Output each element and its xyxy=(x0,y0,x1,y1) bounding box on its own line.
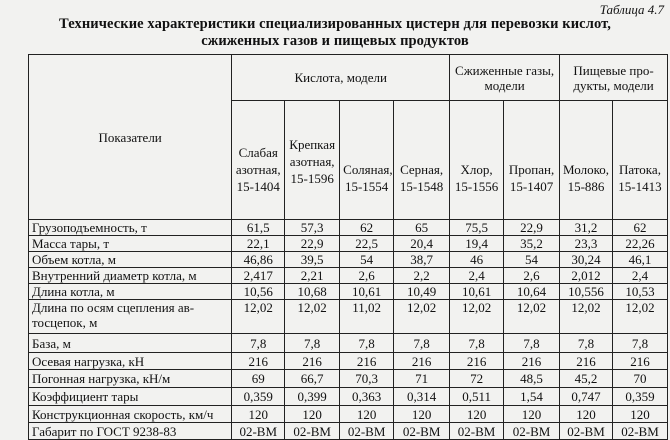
model-line: 15-1596 xyxy=(290,171,334,186)
table-cell: 10,61 xyxy=(340,284,394,300)
model-line: азотная, xyxy=(235,162,281,177)
table-cell: 75,5 xyxy=(450,220,504,236)
table-cell: 2,4 xyxy=(450,268,504,284)
table-cell: 72 xyxy=(450,370,504,388)
table-cell: 0,511 xyxy=(450,388,504,406)
table-cell: 12,02 xyxy=(560,300,613,334)
characteristics-table xyxy=(28,54,668,440)
model-line: 15-1407 xyxy=(509,179,554,194)
table-cell: 7,8 xyxy=(232,334,285,353)
table-cell: 216 xyxy=(612,353,667,370)
table-row xyxy=(29,268,668,284)
row-label: Габарит по ГОСТ 9238-83 xyxy=(29,423,232,440)
table-cell: 0,359 xyxy=(612,388,667,406)
row-label-line: тосцепок, м xyxy=(32,315,98,330)
model-line: Слабая xyxy=(238,145,278,160)
table-cell: 12,02 xyxy=(450,300,504,334)
model-line: Молоко, xyxy=(563,162,610,177)
table-cell: 2,21 xyxy=(285,268,340,284)
table-cell: 120 xyxy=(394,406,450,423)
group-header-line: дукты, модели xyxy=(573,77,654,93)
table-cell: 22,9 xyxy=(504,220,560,236)
table-cell: 10,56 xyxy=(232,284,285,300)
table-cell: 66,7 xyxy=(285,370,340,388)
table-cell: 2,012 xyxy=(560,268,613,284)
table-cell: 19,4 xyxy=(450,236,504,252)
table-row xyxy=(29,236,668,252)
table-cell: 216 xyxy=(394,353,450,370)
table-cell: 10,64 xyxy=(504,284,560,300)
row-label: Внутренний диаметр котла, м xyxy=(29,268,232,284)
model-line: 15-886 xyxy=(567,179,605,194)
model-header xyxy=(450,101,504,220)
table-cell: 22,26 xyxy=(612,236,667,252)
table-cell: 39,5 xyxy=(285,252,340,268)
table-cell: 48,5 xyxy=(504,370,560,388)
table-cell: 22,9 xyxy=(285,236,340,252)
model-line: Крепкая xyxy=(289,137,336,152)
table-cell: 12,02 xyxy=(504,300,560,334)
table-cell: 12,02 xyxy=(232,300,285,334)
table-cell: 120 xyxy=(285,406,340,423)
table-cell: 0,747 xyxy=(560,388,613,406)
table-cell: 10,53 xyxy=(612,284,667,300)
model-line: Серная, xyxy=(400,162,444,177)
table-cell: 216 xyxy=(504,353,560,370)
table-cell: 120 xyxy=(450,406,504,423)
model-header xyxy=(560,101,613,220)
table-cell: 38,7 xyxy=(394,252,450,268)
table-cell: 22,1 xyxy=(232,236,285,252)
row-label: Коэффициент тары xyxy=(29,388,232,406)
table-cell: 12,02 xyxy=(612,300,667,334)
table-cell: 10,49 xyxy=(394,284,450,300)
model-line: Соляная, xyxy=(343,162,393,177)
table-cell: 216 xyxy=(450,353,504,370)
table-cell: 62 xyxy=(340,220,394,236)
table-row xyxy=(29,334,668,353)
table-cell: 61,5 xyxy=(232,220,285,236)
table-cell: 02-ВМ xyxy=(232,423,285,440)
model-line: Патока, xyxy=(618,162,661,177)
row-label: Осевая нагрузка, кН xyxy=(29,353,232,370)
model-header xyxy=(394,101,450,220)
row-label: Грузоподъемность, т xyxy=(29,220,232,236)
table-title-line2: сжиженных газов и пищевых продуктов xyxy=(201,33,469,49)
table-cell: 10,68 xyxy=(285,284,340,300)
group-header-line: Сжиженные газы, xyxy=(455,62,555,78)
table-cell: 02-ВМ xyxy=(450,423,504,440)
table-row xyxy=(29,353,668,370)
table-row xyxy=(29,284,668,300)
table-cell: 45,2 xyxy=(560,370,613,388)
row-label: Объем котла, м xyxy=(29,252,232,268)
table-cell: 11,02 xyxy=(340,300,394,334)
table-cell: 0,399 xyxy=(285,388,340,406)
row-label xyxy=(29,300,232,334)
table-cell: 70,3 xyxy=(340,370,394,388)
table-cell: 0,363 xyxy=(340,388,394,406)
model-header xyxy=(285,101,340,220)
table-cell: 1,54 xyxy=(504,388,560,406)
table-cell: 22,5 xyxy=(340,236,394,252)
table-cell: 120 xyxy=(504,406,560,423)
table-cell: 46,86 xyxy=(232,252,285,268)
table-cell: 02-ВМ xyxy=(612,423,667,440)
table-cell: 7,8 xyxy=(340,334,394,353)
table-cell: 7,8 xyxy=(285,334,340,353)
model-line: 15-1548 xyxy=(399,179,444,194)
model-line: 15-1413 xyxy=(618,179,662,194)
table-cell: 7,8 xyxy=(612,334,667,353)
table-cell: 216 xyxy=(285,353,340,370)
table-cell: 2,6 xyxy=(504,268,560,284)
row-label: Длина котла, м xyxy=(29,284,232,300)
group-header-food xyxy=(560,55,668,101)
row-label: База, м xyxy=(29,334,232,353)
table-cell: 120 xyxy=(612,406,667,423)
group-header-line: модели xyxy=(484,77,525,93)
table-cell: 70 xyxy=(612,370,667,388)
table-cell: 02-ВМ xyxy=(285,423,340,440)
table-cell: 02-ВМ xyxy=(504,423,560,440)
model-line: 15-1556 xyxy=(454,179,499,194)
table-cell: 54 xyxy=(504,252,560,268)
model-line: азотная, xyxy=(289,154,335,169)
table-cell: 10,556 xyxy=(560,284,613,300)
table-cell: 65 xyxy=(394,220,450,236)
table-number: Таблица 4.7 xyxy=(599,2,664,17)
table-cell: 02-ВМ xyxy=(560,423,613,440)
row-label: Конструкционная скорость, км/ч xyxy=(29,406,232,423)
table-row xyxy=(29,406,668,423)
table-cell: 10,61 xyxy=(450,284,504,300)
table-row xyxy=(29,220,668,236)
table-row xyxy=(29,300,668,334)
table-cell: 7,8 xyxy=(450,334,504,353)
row-label: Погонная нагрузка, кН/м xyxy=(29,370,232,388)
table-cell: 30,24 xyxy=(560,252,613,268)
model-header xyxy=(340,101,394,220)
table-row xyxy=(29,423,668,440)
model-header xyxy=(612,101,667,220)
group-header-line: Пищевые про- xyxy=(573,62,654,78)
model-header xyxy=(232,101,285,220)
table-cell: 120 xyxy=(232,406,285,423)
model-line: 15-1404 xyxy=(236,179,280,194)
table-cell: 0,314 xyxy=(394,388,450,406)
table-cell: 20,4 xyxy=(394,236,450,252)
table-cell: 120 xyxy=(560,406,613,423)
table-cell: 71 xyxy=(394,370,450,388)
table-row xyxy=(29,388,668,406)
table-cell: 2,2 xyxy=(394,268,450,284)
table-cell: 12,02 xyxy=(394,300,450,334)
group-header-acid: Кислота, модели xyxy=(232,55,450,101)
table-cell: 120 xyxy=(340,406,394,423)
model-line: 15-1554 xyxy=(344,179,389,194)
table-cell: 57,3 xyxy=(285,220,340,236)
table-cell: 216 xyxy=(232,353,285,370)
table-cell: 54 xyxy=(340,252,394,268)
table-cell: 31,2 xyxy=(560,220,613,236)
table-cell: 02-ВМ xyxy=(394,423,450,440)
table-cell: 69 xyxy=(232,370,285,388)
table-cell: 0,359 xyxy=(232,388,285,406)
model-line: Пропан, xyxy=(508,162,555,177)
table-cell: 216 xyxy=(560,353,613,370)
table-cell: 12,02 xyxy=(285,300,340,334)
table-cell: 216 xyxy=(340,353,394,370)
table-cell: 46,1 xyxy=(612,252,667,268)
table-cell: 7,8 xyxy=(504,334,560,353)
table-cell: 2,6 xyxy=(340,268,394,284)
table-row xyxy=(29,252,668,268)
model-line: Хлор, xyxy=(460,162,493,177)
table-cell: 62 xyxy=(612,220,667,236)
table-cell: 2,417 xyxy=(232,268,285,284)
table-cell: 2,4 xyxy=(612,268,667,284)
table-title-line1: Технические характеристики специализированных цистерн для перевозки кислот, xyxy=(59,16,611,32)
table-cell: 46 xyxy=(450,252,504,268)
table-cell: 02-ВМ xyxy=(340,423,394,440)
indicators-header: Показатели xyxy=(29,55,232,220)
group-header-liquefied-gas xyxy=(450,55,560,101)
table-row xyxy=(29,370,668,388)
table-cell: 7,8 xyxy=(560,334,613,353)
row-label-line: Длина по осям сцепления ав- xyxy=(32,300,195,315)
row-label: Масса тары, т xyxy=(29,236,232,252)
table-cell: 7,8 xyxy=(394,334,450,353)
table-cell: 35,2 xyxy=(504,236,560,252)
table-cell: 23,3 xyxy=(560,236,613,252)
model-header xyxy=(504,101,560,220)
